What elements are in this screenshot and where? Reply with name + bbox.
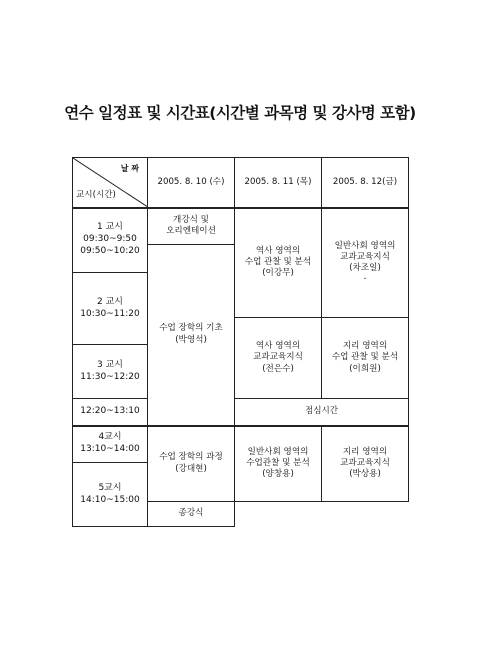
- session-opening-line-1: 개강식 및: [173, 214, 209, 225]
- period-4-name: 4교시: [98, 432, 122, 443]
- session-line: 수업 장학의 기초: [159, 323, 223, 334]
- period-1-cell: [73, 208, 148, 273]
- period-3-time: 11:30~12:20: [80, 371, 140, 382]
- corner-cell: [73, 158, 148, 208]
- session-opening-line-2: 오리엔테이션: [166, 226, 216, 237]
- period-3-name: 3 교시: [97, 359, 123, 370]
- date-header-2: 2005. 8. 11 (목): [235, 158, 322, 208]
- session-instructor: (차조일): [349, 263, 381, 274]
- row-period-1a: [73, 208, 409, 245]
- session-line: 역사 영역의: [255, 245, 301, 256]
- period-5-name: 5교시: [98, 482, 122, 493]
- session-instructor: (박상용): [349, 469, 381, 480]
- stray-dot: ·: [363, 273, 367, 285]
- session-d11-social-observation: [235, 426, 322, 502]
- session-line: 수업 관찰 및 분석: [331, 352, 399, 363]
- session-d12-geo-knowledge: [322, 426, 409, 502]
- session-instructor: (이희원): [349, 363, 381, 374]
- period-5-time: 14:10~15:00: [80, 494, 140, 505]
- session-d12-social-knowledge: [322, 208, 409, 318]
- session-line: 역사 영역의: [255, 340, 301, 351]
- date-header-1: 2005. 8. 10 (수): [148, 158, 235, 208]
- period-2-cell: [73, 273, 148, 345]
- page-title: 연수 일정표 및 시간표(시간별 과목명 및 강사명 포함): [64, 104, 416, 122]
- period-3-cell: [73, 345, 148, 399]
- session-d11-history-knowledge: [235, 318, 322, 399]
- session-line: 지리 영역의: [342, 446, 388, 457]
- lunch-time: 12:20~13:10: [73, 399, 148, 426]
- date-header-3: 2005. 8. 12(금): [322, 158, 409, 208]
- period-5-cell: [73, 463, 148, 527]
- session-closing: 종강식: [148, 502, 235, 527]
- period-2-name: 2 교시: [97, 296, 123, 307]
- session-instructor: (전은수): [262, 363, 294, 374]
- session-line: 수업 관찰 및 분석: [244, 257, 312, 268]
- session-line: 교과교육지식: [340, 458, 390, 469]
- session-d10-supervision-basics: [148, 245, 235, 426]
- session-d10-supervision-process: [148, 426, 235, 502]
- row-lunch: [73, 399, 409, 426]
- session-instructor: (강대현): [175, 463, 207, 474]
- period-4-cell: [73, 426, 148, 463]
- session-line: 지리 영역의: [342, 340, 388, 351]
- session-line: 수업 장학의 과정: [159, 452, 223, 463]
- header-row: [73, 158, 409, 208]
- session-instructor: (양창용): [262, 469, 294, 480]
- period-1-time-b: 09:50~10:20: [80, 246, 140, 257]
- session-line: 교과교육지식: [340, 252, 390, 263]
- schedule-table: [72, 157, 409, 527]
- session-line: 일반사회 영역의: [334, 240, 396, 251]
- session-d11-history-observation: [235, 208, 322, 318]
- period-1-name: 1 교시: [97, 222, 123, 233]
- period-axis-label: 교시(시간): [76, 190, 116, 201]
- row-period-4: [73, 426, 409, 463]
- lunch-label: 점심시간: [235, 399, 409, 426]
- session-line: 수업관찰 및 분석: [246, 458, 310, 469]
- session-opening: [148, 208, 235, 245]
- session-instructor: (이강무): [262, 268, 294, 279]
- session-line: 일반사회 영역의: [247, 446, 309, 457]
- period-4-time: 13:10~14:00: [80, 444, 140, 455]
- period-2-time: 10:30~11:20: [80, 308, 140, 319]
- session-d12-geo-observation: [322, 318, 409, 399]
- session-instructor: (박영석): [175, 334, 207, 345]
- session-line: 교과교육지식: [253, 352, 303, 363]
- date-axis-label: 날 짜: [120, 164, 139, 173]
- period-1-time-a: 09:30~9:50: [83, 234, 137, 245]
